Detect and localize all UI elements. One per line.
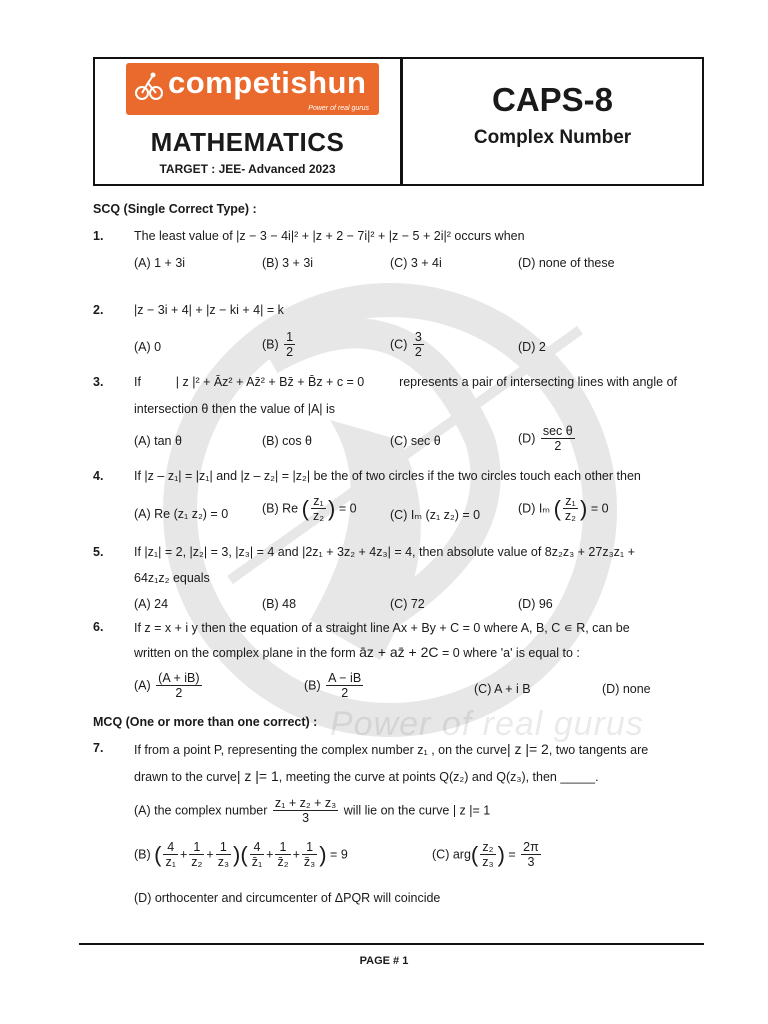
option-a: (A) 1 + 3i <box>134 256 186 270</box>
question-number: 5. <box>93 545 104 559</box>
q7-text-post: , two tangents are <box>548 743 649 757</box>
denominator: 3 <box>527 855 535 869</box>
footer-rule <box>79 943 704 945</box>
fraction <box>163 841 177 869</box>
question-text-line2 <box>134 768 599 784</box>
option-b <box>262 331 297 359</box>
q1-text-pre: The least value of <box>134 229 233 243</box>
denominator: z̄₃ <box>303 855 316 869</box>
equals-nine: = 9 <box>330 847 348 862</box>
paren-open: ( <box>470 842 479 867</box>
logo-text: competishun <box>168 65 367 100</box>
paren-open: ( <box>240 842 248 867</box>
denominator: 2 <box>554 439 562 453</box>
denominator: 2 <box>341 686 349 700</box>
q1-expression: |z − 3 − 4i|² + |z + 2 − 7i|² + |z − 5 + 2i|² <box>236 229 451 243</box>
numerator: z₁ <box>563 495 578 509</box>
fraction <box>541 425 575 453</box>
option-b <box>304 672 365 700</box>
option-c: (C) 3 + 4i <box>390 256 442 270</box>
numerator: (A + iB) <box>158 671 200 685</box>
question-number: 2. <box>93 303 104 317</box>
option-b-label: (B) <box>262 337 279 352</box>
paren-open: ( <box>553 496 561 521</box>
numerator: sec θ <box>542 424 573 438</box>
paren-close: ) <box>328 496 336 521</box>
q1-text-post: occurs when <box>454 229 525 243</box>
option-a <box>134 797 490 825</box>
option-c <box>390 331 426 359</box>
section-scq: SCQ (Single Correct Type) : <box>93 202 257 216</box>
fraction <box>250 841 264 869</box>
question-text: If z = x + i y then the equation of a straight line Ax + By + C = 0 where A, B, C ∊ R, can be <box>134 621 630 635</box>
fraction <box>189 841 204 869</box>
paren-open: ( <box>154 842 162 867</box>
option-d <box>518 495 609 523</box>
q7-expression: | z |= 2 <box>506 741 549 757</box>
paren-close: ) <box>319 842 327 867</box>
option-b-label: (B) <box>304 678 321 693</box>
q7-line2-post: , then _____. <box>525 770 599 784</box>
header-left <box>95 59 403 184</box>
option-c: (C) 72 <box>390 597 425 611</box>
fraction <box>273 797 338 825</box>
topic-title: Complex Number <box>473 127 632 148</box>
option-d <box>518 425 577 453</box>
denominator: z₂ <box>191 855 203 869</box>
option-a-label: (A) <box>134 678 151 693</box>
numerator: A − iB <box>328 671 362 685</box>
question-expression: |z − 3i + 4| + |z − ki + 4| = k <box>134 303 284 317</box>
cyclist-icon <box>134 71 164 101</box>
section-mcq: MCQ (One or more than one correct) : <box>93 715 318 729</box>
numerator: 4 <box>163 841 177 855</box>
fraction <box>284 331 295 359</box>
option-d: (D) 96 <box>518 597 553 611</box>
option-b: (B) ( $\frac{4}{\text{z₁}}$ + $\frac{1}{\text{z₂}}$ + $\frac{1}{\text{z₃}}$ )( $\frac{4}{\text{z̄₁}}$ + $\frac{1}{\text{z̄₂}}$ + $\frac{1}{\text{z̄₃}}$ ) = 9 <box>134 840 348 869</box>
paren-open: ( <box>301 496 309 521</box>
q7-line2-mid: , meeting the curve at points <box>278 770 436 784</box>
option-d: (D) 2 <box>518 340 546 354</box>
fraction <box>480 841 495 869</box>
numerator: 4 <box>250 841 264 855</box>
fraction <box>563 495 578 523</box>
option-c: (C) arg( $\frac{\text{z₂}}{\text{z₃}}$ ) = $\frac{2\pi}{3}$ <box>432 840 539 869</box>
question-text-line2 <box>134 644 580 660</box>
equals-zero: = 0 <box>338 501 357 516</box>
fraction <box>521 841 541 869</box>
sheet-code: CAPS-8 <box>491 81 614 118</box>
question-text <box>134 229 525 243</box>
option-b-label: (B) Re <box>262 501 299 516</box>
numerator: 3 <box>414 330 422 344</box>
option-d-label: (D) Iₘ <box>518 501 551 516</box>
numerator: z₂ <box>480 841 495 855</box>
option-c-label: (C) <box>390 337 408 352</box>
numerator: z₁ <box>311 495 326 509</box>
paren-close: ) <box>580 496 588 521</box>
fraction <box>302 841 317 869</box>
q6-text-pre: written on the complex plane in the form <box>134 646 356 660</box>
option-d: (D) none of these <box>518 256 615 270</box>
watermark-text: Power of real gurus <box>330 705 644 743</box>
question-text <box>134 741 648 757</box>
header-box <box>93 57 704 186</box>
q3-text-pre: If <box>134 375 141 389</box>
option-d: (D) none <box>602 682 651 696</box>
numerator: 1 <box>275 841 290 855</box>
numerator: 1 <box>286 330 294 344</box>
target-exam: TARGET : JEE- Advanced 2023 <box>159 162 336 176</box>
q6-expression: āz + az̄ + 2C <box>359 644 439 660</box>
numerator: 2π <box>523 840 539 854</box>
numerator: z₁ + z₂ + z₃ <box>274 796 337 810</box>
brand-logo <box>126 63 379 115</box>
fraction <box>216 841 231 869</box>
option-c: (C) Iₘ (z₁ z₂) = 0 <box>390 508 481 522</box>
denominator: z₃ <box>217 855 230 869</box>
denominator: 2 <box>286 345 294 359</box>
option-c: (C) sec θ <box>390 434 441 448</box>
numerator: 1 <box>189 841 204 855</box>
fraction <box>311 495 326 523</box>
option-b: (B) 48 <box>262 597 297 611</box>
denominator: 3 <box>302 811 310 825</box>
q7-line2-expression: | z |= 1 <box>236 768 279 784</box>
denominator: z₁ <box>165 855 176 869</box>
option-a-text: will lie on the curve | z |= 1 <box>343 803 491 818</box>
page-number: PAGE # 1 <box>359 955 409 967</box>
option-d-label: (D) <box>518 431 536 446</box>
numerator: 1 <box>216 841 231 855</box>
option-a <box>134 672 204 700</box>
fraction <box>413 331 424 359</box>
option-b: (B) 3 + 3i <box>262 256 314 270</box>
option-d: (D) orthocenter and circumcenter of ΔPQR will coincide <box>134 891 441 905</box>
logo-tagline: Power of real gurus <box>308 105 369 112</box>
fraction <box>156 672 201 700</box>
paren-close: ) <box>497 842 505 867</box>
option-a: (A) 24 <box>134 597 169 611</box>
numerator: 1 <box>302 841 317 855</box>
option-a: (A) 0 <box>134 340 162 354</box>
option-a: (A) tan θ <box>134 434 182 448</box>
denominator: z₂ <box>564 509 577 523</box>
question-number: 7. <box>93 741 104 755</box>
paren-close: ) <box>233 842 241 867</box>
denominator: z₂ <box>312 509 325 523</box>
option-b <box>262 495 357 523</box>
subject-title: MATHEMATICS <box>150 127 345 157</box>
option-b-label: (B) <box>134 847 151 862</box>
denominator: z̄₁ <box>251 855 263 869</box>
denominator: z₃ <box>482 855 494 869</box>
denominator: 2 <box>175 686 183 700</box>
q7-text-pre: If from a point P, representing the complex number z₁ , on the curve <box>134 743 507 757</box>
q7-line2-pre: drawn to the curve <box>134 770 237 784</box>
denominator: z̄₂ <box>277 855 289 869</box>
question-number: 6. <box>93 620 104 634</box>
fraction <box>275 841 290 869</box>
option-c: (C) A + i B <box>474 682 531 696</box>
question-number: 3. <box>93 375 104 389</box>
question-text: If |z – z₁| = |z₁| and |z – z₂| = |z₂| be the of two circles if the two circles touch each other then <box>134 469 641 483</box>
option-c-label: (C) arg <box>432 847 471 862</box>
question-number: 4. <box>93 469 104 483</box>
q7-line2-points: Q(z₂) and Q(z₃) <box>439 770 526 784</box>
option-a: (A) Re (z₁ z₂) = 0 <box>134 507 229 521</box>
question-text <box>134 375 677 389</box>
denominator: 2 <box>414 345 422 359</box>
equals-zero: = 0 <box>590 501 609 516</box>
header-right <box>403 59 702 184</box>
question-text-line2: intersection θ then the value of |A| is <box>134 402 336 416</box>
q3-expression: | z |² + Āz² + Az̄² + Bz̄ + B̄z + c = 0 <box>175 375 365 389</box>
fraction <box>326 672 363 700</box>
q6-text-post: = 0 where 'a' is equal to : <box>442 646 580 660</box>
option-b: (B) cos θ <box>262 434 313 448</box>
question-text: If |z₁| = 2, |z₂| = 3, |z₃| = 4 and |2z₁ + 3z₂ + 4z₃| = 4, then absolute value of 8z₂z₃ + 27z₃z₁ + <box>134 545 635 559</box>
question-number: 1. <box>93 229 104 243</box>
option-a-label: (A) the complex number <box>134 803 268 818</box>
q3-text-post: represents a pair of intersecting lines with angle of <box>399 375 677 389</box>
question-text-line2: 64z₁z₂ equals <box>134 571 210 585</box>
